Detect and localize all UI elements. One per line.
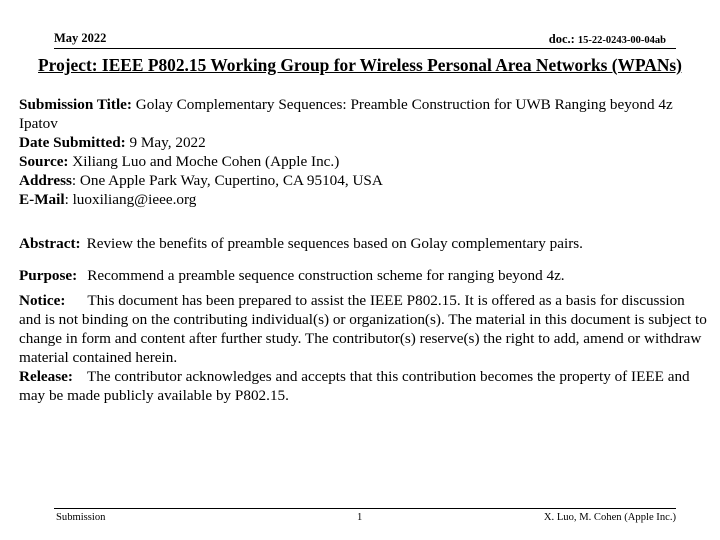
abstract-label: Abstract: — [19, 235, 81, 252]
header-date: May 2022 — [54, 31, 107, 45]
abstract-row — [19, 234, 708, 253]
notice-label: Notice: — [19, 292, 66, 309]
footer-authors: X. Luo, M. Cohen (Apple Inc.) — [543, 512, 676, 523]
notice-value: This document has been prepared to assist the IEEE P802.15. It is offered as a basis for discussion and is not binding on the contributing individual(s) or organization(s). The material in this document is subject to change in form and content after further study. The contributor(s) reserve(s) the right to add, amend or withdraw material contained herein. — [19, 292, 707, 366]
submission-metadata — [19, 95, 708, 209]
submission-title-label: Submission Title: — [19, 96, 132, 113]
submission-title-value: Golay Complementary Sequences: Preamble Construction for UWB Ranging beyond 4z Ipatov — [19, 96, 673, 132]
submission-title-row — [19, 95, 708, 133]
date-submitted-row — [19, 133, 708, 152]
source-label: Source: — [19, 153, 69, 170]
purpose-value: Recommend a preamble sequence construction scheme for ranging beyond 4z. — [87, 267, 565, 284]
source-row — [19, 152, 708, 171]
project-title: Project: IEEE P802.15 Working Group for Wireless Personal Area Networks (WPANs) — [38, 55, 682, 75]
email-label: E-Mail — [19, 191, 65, 208]
purpose-label: Purpose: — [19, 267, 78, 284]
abstract-value: Review the benefits of preamble sequences based on Golay complementary pairs. — [86, 235, 583, 252]
source-value: Xiliang Luo and Moche Cohen (Apple Inc.) — [72, 153, 340, 170]
doc-number: 15-22-0243-00-04ab — [577, 35, 666, 46]
release-paragraph — [19, 367, 708, 405]
email-value: : luoxiliang@ieee.org — [64, 191, 197, 208]
date-submitted-value: 9 May, 2022 — [129, 134, 206, 151]
release-label: Release: — [19, 368, 73, 385]
footer-page-number: 1 — [357, 512, 363, 523]
header-doc-id — [549, 32, 666, 47]
release-value: The contributor acknowledges and accepts that this contribution becomes the property of IEEE and may be made publicly available by P802.15. — [19, 368, 690, 404]
address-row — [19, 171, 708, 190]
doc-label: doc.: — [548, 32, 575, 46]
notice-release-block — [19, 291, 708, 405]
purpose-row — [19, 266, 708, 285]
footer-submission: Submission — [56, 512, 106, 523]
date-submitted-label: Date Submitted: — [19, 134, 126, 151]
header-rule — [54, 48, 676, 49]
notice-paragraph — [19, 291, 708, 367]
footer-rule — [54, 508, 676, 509]
address-label: Address — [19, 172, 72, 189]
address-value: : One Apple Park Way, Cupertino, CA 95104, USA — [71, 172, 383, 189]
email-row — [19, 190, 708, 209]
